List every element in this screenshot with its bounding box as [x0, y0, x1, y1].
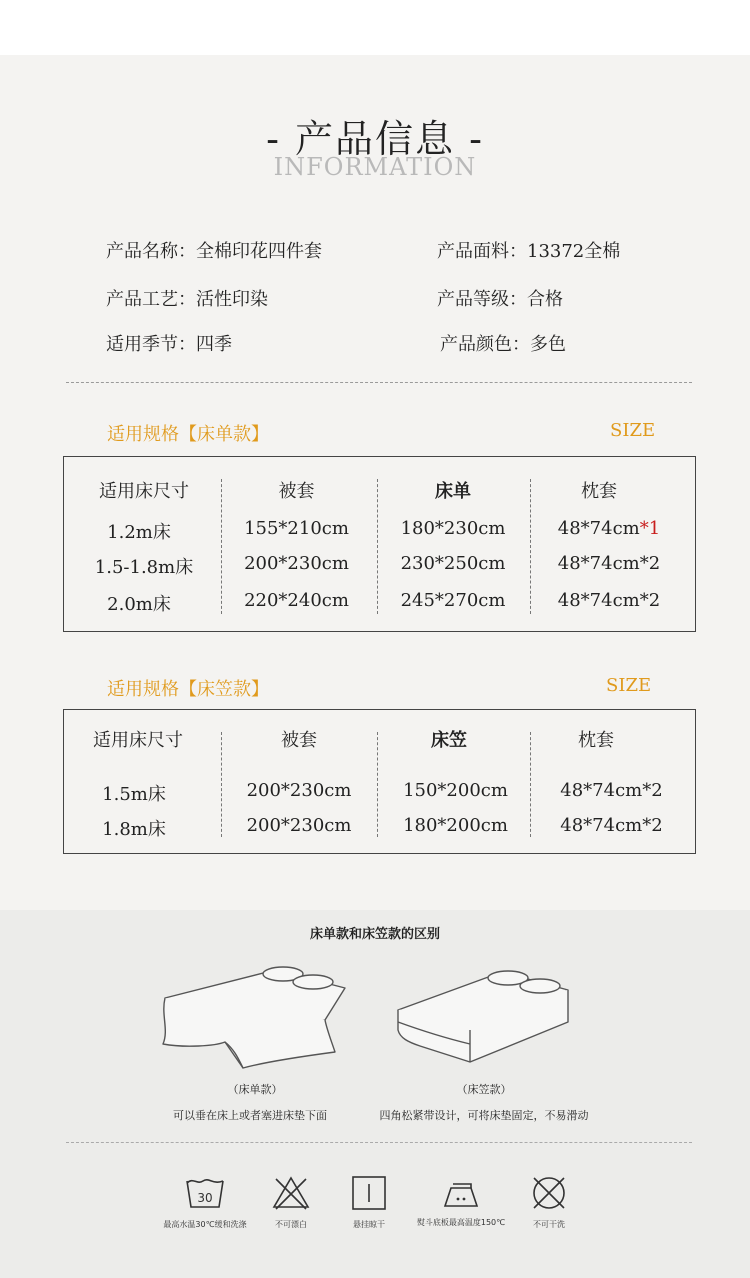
- table-cell: 48*74cm*2: [560, 780, 663, 801]
- column-divider: [221, 732, 222, 837]
- no-dry-clean-icon: [530, 1174, 568, 1212]
- table-cell: 48*74cm*2: [557, 590, 661, 611]
- table-header: 枕套: [578, 730, 614, 751]
- care-label: 最高水温30℃缓和洗涤: [163, 1220, 247, 1229]
- table-header: 枕套: [581, 481, 617, 502]
- table-cell: 200*230cm: [244, 553, 349, 574]
- table-cell: 1.8m床: [102, 819, 166, 840]
- sheet-size-table: [63, 456, 696, 632]
- divider: [66, 1142, 692, 1143]
- table-header: 适用床尺寸: [99, 481, 189, 502]
- table-header: 被套: [281, 730, 317, 751]
- sheet-section-title: 适用规格【床单款】: [107, 424, 269, 445]
- difference-title: 床单款和床笠款的区别: [309, 927, 440, 942]
- table-cell: 180*230cm: [400, 518, 506, 539]
- table-header: 床单: [435, 481, 471, 502]
- pillow-count: *1: [639, 518, 661, 539]
- table-cell: 245*270cm: [400, 590, 506, 611]
- fitted-description: 四角松紧带设计，可将床垫固定，不易滑动: [379, 1109, 589, 1122]
- wash-temp-text: 30: [197, 1191, 213, 1205]
- pillow-size: 48*74cm: [557, 518, 640, 539]
- column-divider: [530, 479, 531, 614]
- table-cell: 1.5-1.8m床: [94, 557, 194, 578]
- table-cell: 200*230cm: [246, 815, 352, 836]
- page-title: - 产品信息 -: [266, 117, 484, 161]
- table-cell: 155*210cm: [244, 518, 349, 539]
- flat-sheet-bed-illustration: [155, 960, 355, 1070]
- no-bleach-icon: [272, 1175, 310, 1211]
- table-cell: 48*74cm*2: [560, 815, 663, 836]
- care-label: 悬挂晾干: [353, 1220, 385, 1229]
- table-cell: 1.2m床: [107, 522, 171, 543]
- hang-dry-icon: [351, 1175, 387, 1211]
- table-cell: 48*74cm*2: [557, 553, 661, 574]
- table-cell: 2.0m床: [107, 594, 171, 615]
- care-label: 熨斗底板最高温度150℃: [416, 1218, 506, 1227]
- table-cell: [534, 518, 684, 539]
- table-cell: 180*200cm: [403, 815, 508, 836]
- fitted-size-table: [63, 709, 696, 854]
- table-header: 被套: [278, 481, 315, 502]
- info-color: 产品颜色：多色: [440, 334, 566, 355]
- table-cell: 230*250cm: [400, 553, 506, 574]
- sheet-label: （床单款）: [227, 1083, 283, 1096]
- table-header: 床笠: [431, 730, 467, 751]
- care-label: 不可干洗: [533, 1220, 565, 1229]
- fitted-sheet-bed-illustration: [390, 960, 580, 1070]
- table-cell: 1.5m床: [102, 784, 166, 805]
- info-season: 适用季节：四季: [106, 334, 232, 355]
- table-header: 适用床尺寸: [93, 730, 183, 751]
- iron-icon: [441, 1180, 481, 1210]
- table-cell: 150*200cm: [403, 780, 508, 801]
- table-cell: 200*230cm: [246, 780, 352, 801]
- info-fabric: 产品面料：13372全棉: [437, 241, 621, 262]
- wash-30-icon: [185, 1175, 225, 1211]
- sheet-size-label: SIZE: [610, 420, 656, 441]
- info-process: 产品工艺：活性印染: [106, 289, 268, 310]
- info-grade: 产品等级：合格: [437, 289, 563, 310]
- table-cell: 220*240cm: [244, 590, 349, 611]
- divider: [66, 382, 692, 383]
- fitted-size-label: SIZE: [606, 675, 652, 696]
- sheet-description: 可以垂在床上或者塞进床垫下面: [173, 1109, 327, 1122]
- care-label: 不可漂白: [275, 1220, 307, 1229]
- fitted-label: （床笠款）: [456, 1083, 512, 1096]
- fitted-section-title: 适用规格【床笠款】: [107, 679, 269, 700]
- page-subtitle: INFORMATION: [273, 153, 477, 181]
- info-name: 产品名称：全棉印花四件套: [106, 241, 322, 262]
